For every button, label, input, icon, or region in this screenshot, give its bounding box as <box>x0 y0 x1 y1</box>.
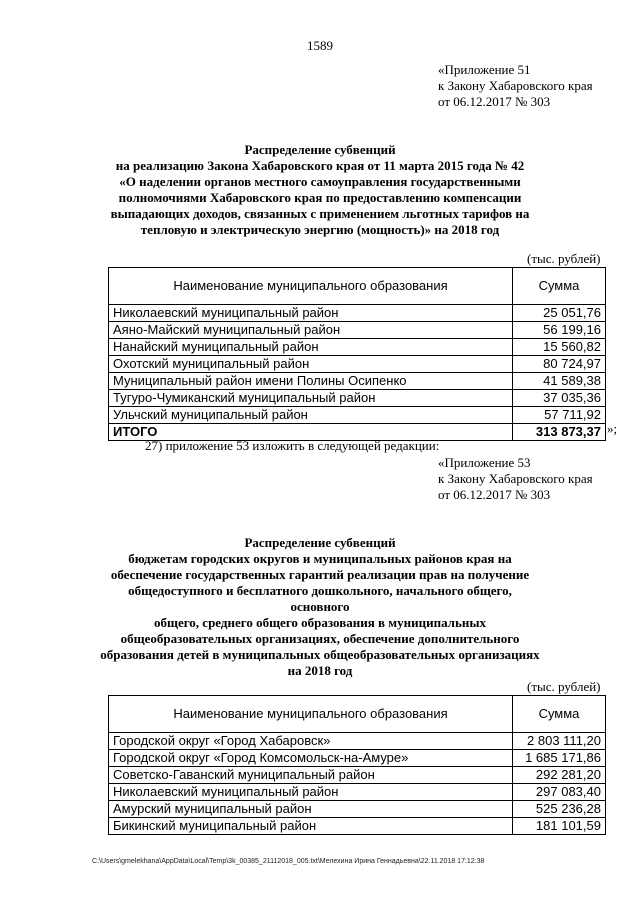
annex-line: к Закону Хабаровского края <box>438 78 593 93</box>
row-name: Ульчский муниципальный район <box>109 407 513 424</box>
row-sum: 292 281,20 <box>513 767 606 784</box>
column-header-name: Наименование муниципального образования <box>109 268 513 305</box>
annex-53-header <box>438 455 593 503</box>
row-name: Бикинский муниципальный район <box>109 818 513 835</box>
row-sum: 525 236,28 <box>513 801 606 818</box>
title-line: на реализацию Закона Хабаровского края от 11 марта 2015 года № 42 <box>115 158 525 173</box>
row-sum: 15 560,82 <box>513 339 606 356</box>
row-sum: 56 199,16 <box>513 322 606 339</box>
table-row <box>109 818 606 835</box>
row-name: Муниципальный район имени Полины Осипенко <box>109 373 513 390</box>
units-label: (тыс. рублей) <box>527 679 601 694</box>
row-name: Городской округ «Город Хабаровск» <box>109 733 513 750</box>
file-path-footer: C:\Users\gmelekhana\AppData\Local\Temp\3k_00385_21112018_005.txt\Мелехина Ирина Геннадьевна\22.11.2018 17:12:38 <box>92 858 485 865</box>
title-line: Распределение субвенций <box>244 142 396 157</box>
title-line: Распределение субвенций <box>244 535 396 550</box>
row-name: Городской округ «Город Комсомольск-на-Амуре» <box>109 750 513 767</box>
table-row <box>109 305 606 322</box>
subsidy-table-1 <box>108 267 606 441</box>
table-row <box>109 801 606 818</box>
total-sum: 313 873,37 <box>513 424 606 441</box>
column-header-sum: Сумма <box>513 696 606 733</box>
title-line: бюджетам городских округов и муниципальных районов края на <box>128 551 512 566</box>
table-row <box>109 750 606 767</box>
table-row <box>109 784 606 801</box>
row-sum: 181 101,59 <box>513 818 606 835</box>
total-label: ИТОГО <box>109 424 513 441</box>
row-name: Николаевский муниципальный район <box>109 305 513 322</box>
title-line: тепловую и электрическую энергию (мощность)» на 2018 год <box>140 222 500 237</box>
row-name: Амурский муниципальный район <box>109 801 513 818</box>
table-row <box>109 356 606 373</box>
title-line: образования детей в муниципальных общеобразовательных организациях <box>100 647 540 662</box>
table-row <box>109 322 606 339</box>
title-line: выпадающих доходов, связанных с применением льготных тарифов на <box>110 206 530 221</box>
title-line: общеобразовательных организациях, обеспечение дополнительного <box>120 631 520 646</box>
table-row <box>109 390 606 407</box>
row-sum: 1 685 171,86 <box>513 750 606 767</box>
closing-quote: »; <box>607 421 618 436</box>
title-line: полномочиями Хабаровского края по предоставлению компенсации <box>118 190 522 205</box>
row-sum: 41 589,38 <box>513 373 606 390</box>
title-line: общедоступного и бесплатного дошкольного, начального общего, основного <box>128 583 512 614</box>
row-sum: 25 051,76 <box>513 305 606 322</box>
table-row <box>109 373 606 390</box>
annex-line: от 06.12.2017 № 303 <box>438 487 551 502</box>
title-line: обеспечение государственных гарантий реализации прав на получение <box>110 567 530 582</box>
page-number: 1589 <box>307 38 333 53</box>
row-name: Нанайский муниципальный район <box>109 339 513 356</box>
table-row <box>109 767 606 784</box>
table-row <box>109 339 606 356</box>
table-row <box>109 407 606 424</box>
title-line: «О наделении органов местного самоуправления государственными <box>119 174 521 189</box>
annex-line: «Приложение 51 <box>438 62 531 77</box>
row-name: Советско-Гаванский муниципальный район <box>109 767 513 784</box>
annex-51-header <box>438 62 593 110</box>
row-sum: 57 711,92 <box>513 407 606 424</box>
row-name: Тугуро-Чумиканский муниципальный район <box>109 390 513 407</box>
column-header-name: Наименование муниципального образования <box>109 696 513 733</box>
row-sum: 80 724,97 <box>513 356 606 373</box>
subsidy-table-2 <box>108 695 606 835</box>
row-sum: 297 083,40 <box>513 784 606 801</box>
row-sum: 2 803 111,20 <box>513 733 606 750</box>
annex-line: к Закону Хабаровского края <box>438 471 593 486</box>
column-header-sum: Сумма <box>513 268 606 305</box>
section-title-2 <box>100 535 540 679</box>
annex-line: от 06.12.2017 № 303 <box>438 94 551 109</box>
section-title-1 <box>100 142 540 238</box>
amendment-paragraph: 27) приложение 53 изложить в следующей редакции: <box>145 438 440 453</box>
units-label: (тыс. рублей) <box>527 251 601 266</box>
annex-line: «Приложение 53 <box>438 455 531 470</box>
row-name: Аяно-Майский муниципальный район <box>109 322 513 339</box>
row-name: Охотский муниципальный район <box>109 356 513 373</box>
row-sum: 37 035,36 <box>513 390 606 407</box>
title-line: общего, среднего общего образования в муниципальных <box>153 615 486 630</box>
table-row <box>109 733 606 750</box>
title-line: на 2018 год <box>287 663 353 678</box>
row-name: Николаевский муниципальный район <box>109 784 513 801</box>
